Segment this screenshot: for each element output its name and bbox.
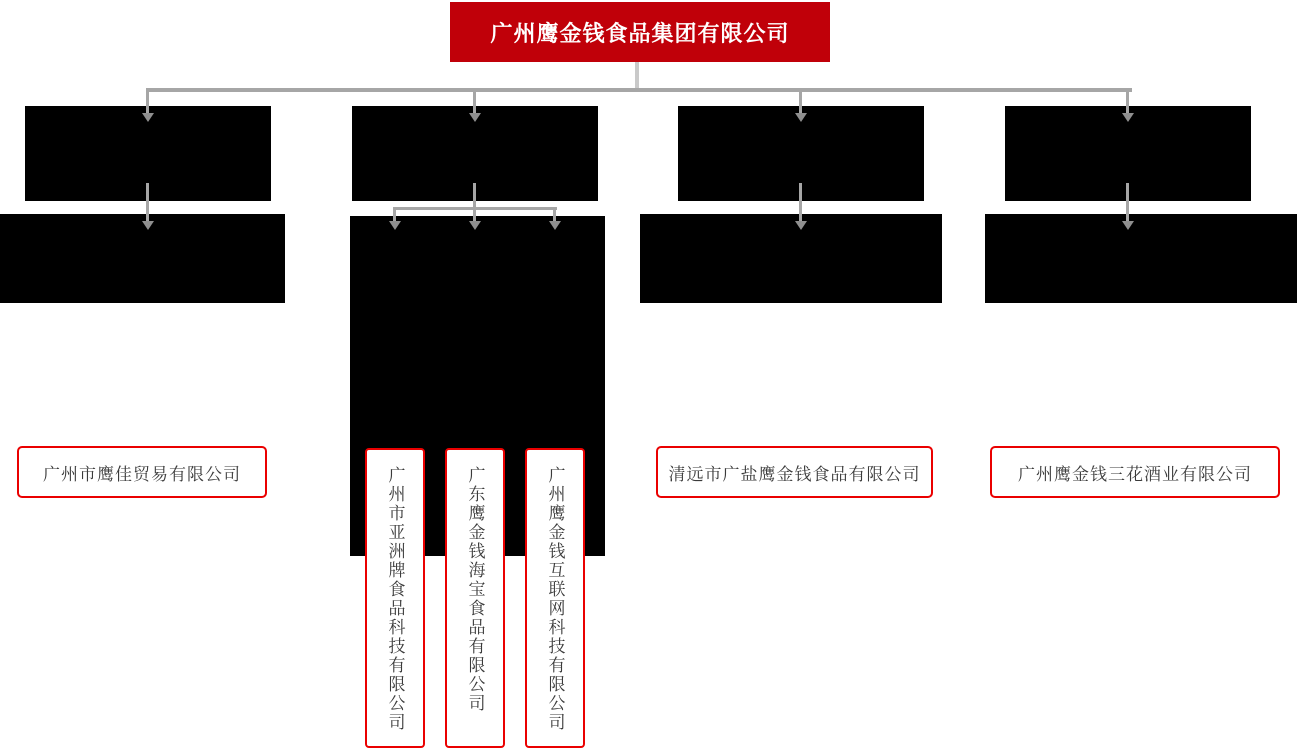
connector-branch2-child1 bbox=[393, 209, 396, 221]
arrow-down-icon bbox=[795, 113, 807, 122]
connector-drop-branch1 bbox=[146, 92, 149, 113]
branch3-subsidiary-label: 清远市广盐鹰金钱食品有限公司 bbox=[668, 464, 921, 484]
branch2-subsidiary1-label: 广州市亚洲牌食品科技有限公司 bbox=[385, 466, 405, 732]
arrow-down-icon bbox=[549, 221, 561, 230]
arrow-down-icon bbox=[1122, 221, 1134, 230]
branch2-subsidiary2-label: 广东鹰金钱海宝食品有限公司 bbox=[465, 466, 485, 713]
branch3-subsidiary-frame bbox=[640, 214, 942, 484]
arrow-down-icon bbox=[469, 113, 481, 122]
connector-branch3-child bbox=[799, 183, 802, 221]
root-company-label: 广州鹰金钱食品集团有限公司 bbox=[490, 20, 790, 46]
connector-root-stub bbox=[635, 62, 639, 88]
branch2-subsidiary2-node bbox=[445, 448, 505, 748]
arrow-down-icon bbox=[1122, 113, 1134, 122]
branch3-subsidiary-node bbox=[656, 446, 933, 498]
branch2-subsidiary3-node bbox=[525, 448, 585, 748]
connector-branch4-child bbox=[1126, 183, 1129, 221]
arrow-down-icon bbox=[142, 113, 154, 122]
connector-drop-branch2 bbox=[473, 92, 476, 113]
connector-drop-branch3 bbox=[799, 92, 802, 113]
arrow-down-icon bbox=[389, 221, 401, 230]
arrow-down-icon bbox=[142, 221, 154, 230]
arrow-down-icon bbox=[795, 221, 807, 230]
connector-branch1-child bbox=[146, 183, 149, 221]
connector-drop-branch4 bbox=[1126, 92, 1129, 113]
branch4-subsidiary-node bbox=[990, 446, 1280, 498]
connector-main-horizontal bbox=[146, 88, 1132, 92]
branch4-subsidiary-frame bbox=[985, 214, 1297, 484]
branch2-subsidiaries-frame bbox=[350, 216, 605, 732]
arrow-down-icon bbox=[469, 221, 481, 230]
branch4-subsidiary-label: 广州鹰金钱三花酒业有限公司 bbox=[1018, 464, 1252, 484]
root-company-node bbox=[450, 2, 830, 62]
branch2-subsidiary1-node bbox=[365, 448, 425, 748]
branch2-subsidiary3-label: 广州鹰金钱互联网科技有限公司 bbox=[545, 466, 565, 732]
connector-branch2-stub bbox=[473, 183, 476, 209]
connector-branch2-child3 bbox=[553, 209, 556, 221]
branch1-subsidiary-node bbox=[17, 446, 267, 498]
connector-branch2-child2 bbox=[473, 209, 476, 221]
branch1-subsidiary-label: 广州市鹰佳贸易有限公司 bbox=[43, 464, 241, 484]
